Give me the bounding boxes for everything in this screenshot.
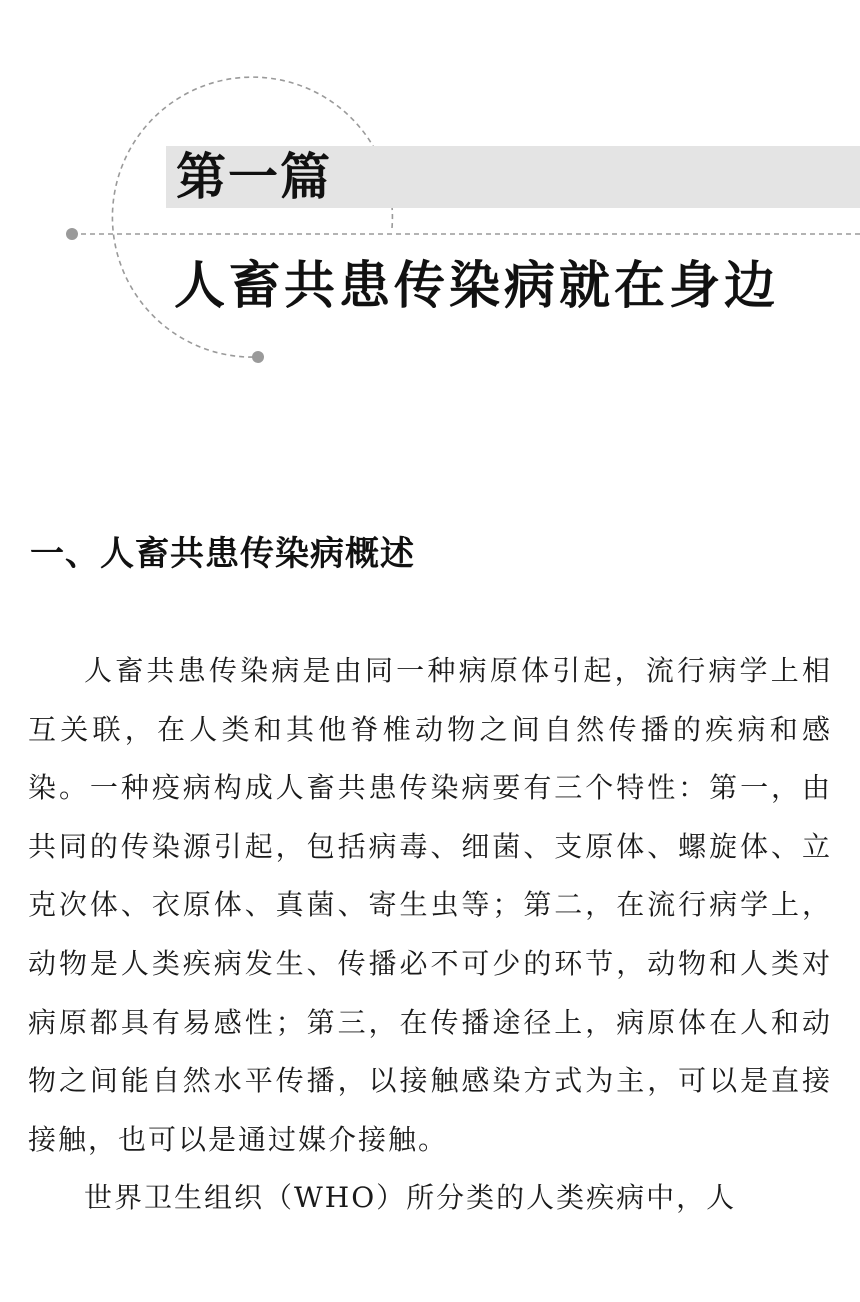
- part-title: 人畜共患传染病就在身边: [174, 257, 780, 316]
- ornament-dot-bottom: [252, 351, 264, 363]
- section-heading: 一、人畜共患传染病概述: [30, 534, 415, 574]
- ornament-dot-left: [66, 228, 78, 240]
- paragraph-2: 世界卫生组织（WHO）所分类的人类疾病中，人: [84, 1181, 737, 1215]
- body-text: [28, 642, 832, 1228]
- part-label: 第一篇: [176, 148, 332, 206]
- paragraph-1: 人畜共患传染病是由同一种病原体引起，流行病学上相互关联，在人类和其他脊椎动物之间自然传播的疾病和感染。一种疫病构成人畜共患传染病要有三个特性：第一，由共同的传染源引起，包括病毒、细菌、支原体、螺旋体、立克次体、衣原体、真菌、寄生虫等；第二，在流行病学上，动物是人类疾病发生、传播必不可少的环节，动物和人类对病原都具有易感性；第三，在传播途径上，病原体在人和动物之间能自然水平传播，以接触感染方式为主，可以是直接接触，也可以是通过媒介接触。: [28, 654, 832, 1156]
